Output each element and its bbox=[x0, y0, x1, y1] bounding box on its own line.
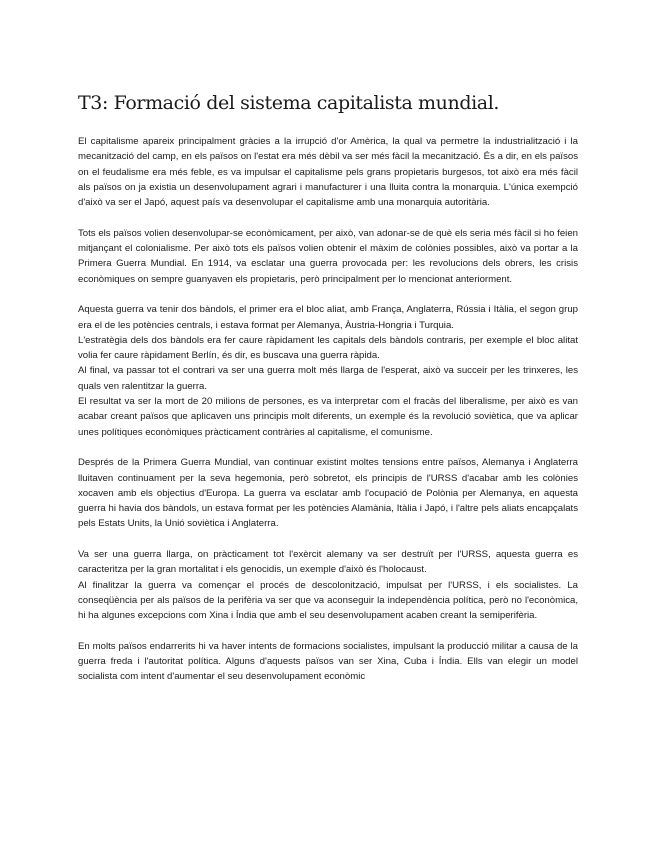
paragraph-capitalism-origins: El capitalisme apareix principalment gràcies a la irrupció d'or Amèrica, la qual va permetre la industrialització i la mecanització del camp, en els països on l'estat era més dèbil va ser més fàcil la mecanització. És a dir, en els països on el feudalisme era més feble, es va impulsar el capitalisme pels grans propietaris burgesos, tot això era més fàcil als països on ja existia un desenvolupament agrari i manufacturer i una lluita contra la monarquia. L'única exempció d'això va ser el Japó, aquest país va desenvolupar el capitalisme amb una monarquia autoritària. bbox=[78, 136, 578, 209]
document-title: T3: Formació del sistema capitalista mundial. bbox=[78, 92, 500, 114]
paragraph-socialist-attempts: En molts països endarrerits hi va haver intents de formacions socialistes, impulsant la producció militar a causa de la guerra freda i l'autoritat política. Alguns d'aquests països van ser Xina, Cuba i Índia. Ells van elegir un model socialista com intent d'aumentar el seu desenvolupament econòmic bbox=[78, 640, 578, 683]
paragraph-decolonization: Al finalitzar la guerra va començar el procés de descolonització, impulsat per l'URSS, i els socialistes. La conseqüència per als països de la perifèria va ser que va aconseguir la independència política, però no l'econòmica, hi ha algunes excepcions com Xina i Índia que amb el seu desenvolupament acaben creant la semiperifèria. bbox=[78, 579, 578, 622]
paragraph-ww2-course: Va ser una guerra llarga, on pràcticament tot l'exèrcit alemany va ser destruït per l'URSS, aquesta guerra es caracteritza per la gran mortalitat i els genocidis, un exemple d'això és l'holocaust. bbox=[78, 549, 578, 576]
paragraph-ww1-strategy: L'estratègia dels dos bàndols era fer caure ràpidament les capitals dels bàndols contraris, per exemple el bloc alitat volia fer caure ràpidament Berlín, és dir, es buscava una guerra ràpida. bbox=[78, 334, 578, 362]
document-body bbox=[78, 134, 578, 685]
paragraph-ww1-trenches: Al final, va passar tot el contrari va ser una guerra molt més llarga de l'esperat, això va succeir per les trinxeres, les quals ven ralentitzar la guerra. bbox=[78, 365, 578, 392]
paragraph-ww2-start: Després de la Primera Guerra Mundial, van continuar existint moltes tensions entre països, Alemanya i Anglaterra lluitaven continuament per la seva hegemonia, però sobretot, els principis de l'URSS d'acabar amb les colònies xocaven amb els objectius d'Europa. La guerra va esclatar amb l'ocupació de Polònia per Alemanya, en aquesta guerra hi havia dos bàndols, un estava format per les potències Alamània, Itàlia i Japó, i l'altre pels aliats encapçalats pels Estats Units, la Unió soviètica i Anglaterra. bbox=[78, 457, 578, 530]
paragraph-ww1-sides: Aquesta guerra va tenir dos bàndols, el primer era el bloc aliat, amb França, Anglaterra, Rússia i Itàlia, el segon grup era el de les potències centrals, i estava format per Alemanya, Àustria-Hongria i Turquia. bbox=[78, 304, 578, 331]
paragraph-colonialism: Tots els països volien desenvolupar-se econòmicament, per això, van adonar-se de què els seria més fàcil si ho feien mitjançant el colonialisme. Per això tots els països volien obtenir el màxim de colònies possibles, això va portar a la Primera Guerra Mundial. En 1914, va esclatar una guerra provocada per: les revolucions dels obrers, les crisis econòmiques on sempre guanyaven els propietaris, però principalment per lo mencionat anteriorment. bbox=[78, 227, 578, 285]
paragraph-ww1-result: El resultat va ser la mort de 20 milions de persones, es va interpretar com el fracàs del liberalisme, per això es van acabar creant països que aplicaven uns principis molt diferents, un exemple és la revolució soviètica, que va aplicar unes polítiques econòmiques pràcticament contràries al capitalisme, el comunisme. bbox=[78, 396, 578, 438]
